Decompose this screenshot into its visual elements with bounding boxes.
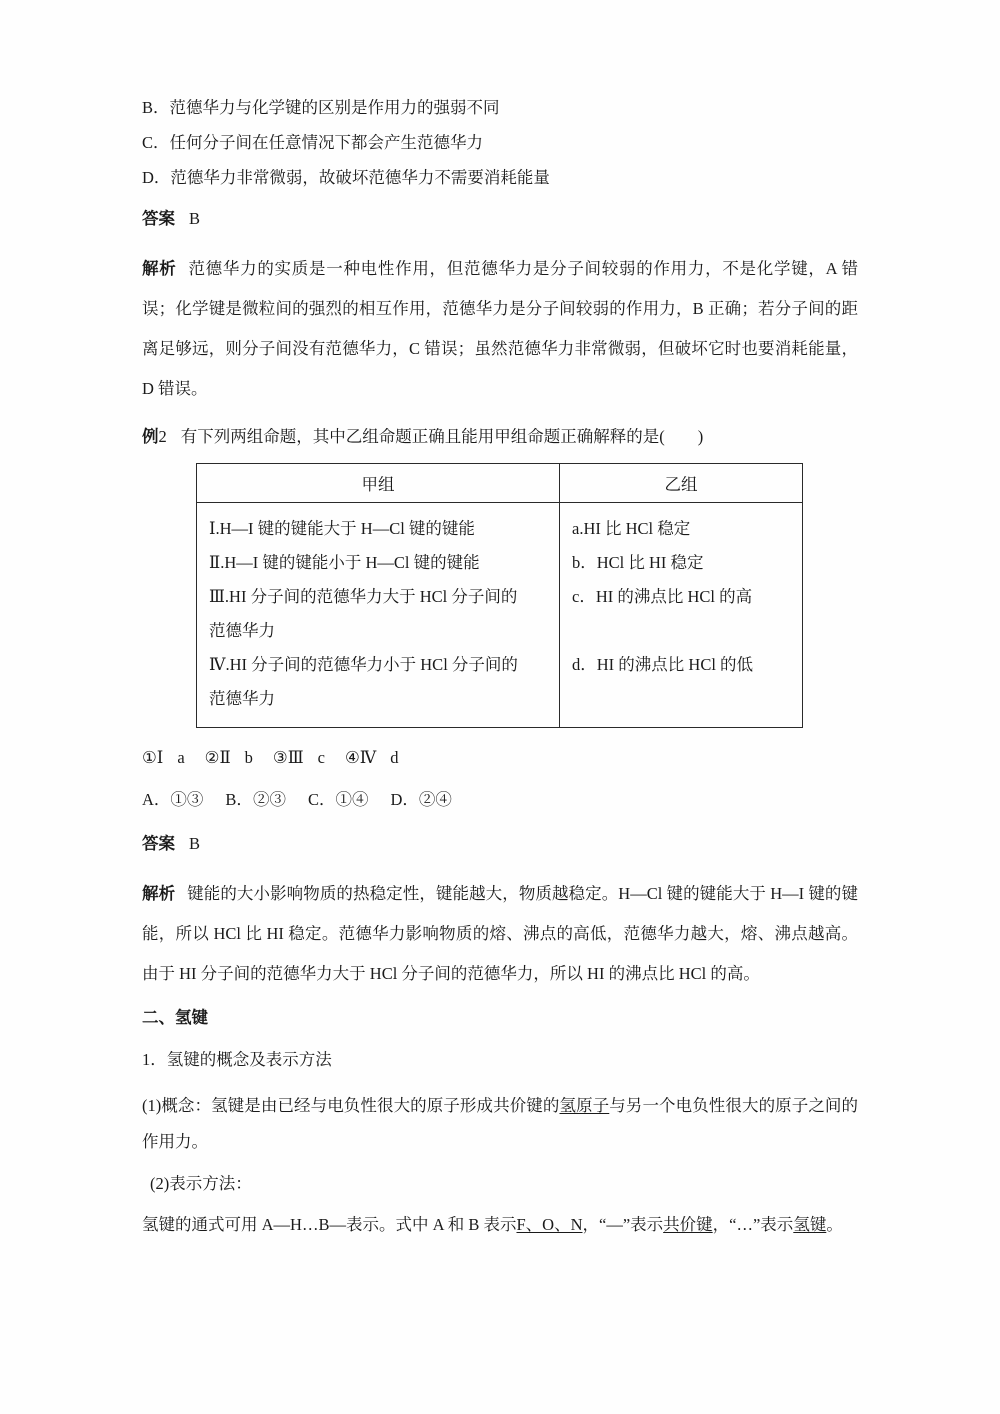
section-2-heading: 二、氢键 (142, 1008, 208, 1027)
list-item: Ⅳ.HI 分子间的范德华力小于 HCl 分子间的 (209, 655, 518, 674)
example-2-label: 例 (142, 427, 159, 446)
pairing-1-num: ① (142, 748, 157, 767)
list-item: b．HCl 比 HI 稳定 (572, 553, 704, 572)
list-item: Ⅰ.H—I 键的键能大于 H—Cl 键的键能 (209, 519, 475, 538)
pairings-row (142, 748, 858, 768)
pairing-2-roman: Ⅱ (219, 748, 231, 767)
method-part-1: 氢键的通式可用 A—H…B—表示。式中 A 和 B 表示 (142, 1215, 517, 1234)
method-underlined-hydrogen-bond: 氢键 (793, 1215, 827, 1234)
list-item: 范德华力 (209, 621, 275, 640)
choice-a (142, 790, 203, 809)
option-c (142, 135, 858, 152)
option-d-text: 范德华力非常微弱，故破坏范德华力不需要消耗能量 (170, 168, 550, 187)
list-item: c．HI 的沸点比 HCl 的高 (572, 587, 753, 606)
list-item: a.HI 比 HCl 稳定 (572, 519, 691, 538)
pairing-1 (142, 748, 185, 767)
analysis-1-text: 范德华力的实质是一种电性作用，但范德华力是分子间较弱的作用力，不是化学键，A 错误；化学键是微粒间的强烈的相互作用，范德华力是分子间较弱的作用力，B 正确；若分子间的距离足够远，则分子间没有范德华力，C 错误；虽然范德华力非常微弱，但破坏它时也要消耗能量，D 错误。 (142, 259, 858, 398)
option-b (142, 100, 858, 117)
concept-paragraph (142, 1088, 858, 1160)
method-label: (2)表示方法： (150, 1174, 252, 1193)
pairing-4-roman: Ⅳ (359, 748, 377, 767)
pairing-3 (273, 748, 325, 767)
choice-d-value: ②④ (418, 790, 452, 809)
example-2-number: 2 (158, 427, 167, 446)
method-part-4: 。 (826, 1215, 843, 1234)
option-d-label: D． (142, 168, 171, 187)
propositions-table (196, 463, 803, 728)
choice-b-value: ②③ (252, 790, 286, 809)
option-d (142, 170, 858, 187)
group-a-list (197, 503, 559, 727)
list-item: Ⅲ.HI 分子间的范德华力大于 HCl 分子间的 (209, 587, 518, 606)
example-2-heading (142, 423, 858, 447)
method-paragraph (142, 1208, 858, 1242)
table-header-group-a: 甲组 (197, 464, 560, 503)
answer-2-value: B (189, 834, 201, 853)
option-b-label: B． (142, 98, 170, 117)
concept-underlined-term: 氢原子 (559, 1096, 610, 1115)
page-content (142, 100, 858, 1248)
option-c-label: C． (142, 133, 170, 152)
choice-c-label: C． (307, 790, 336, 809)
pairing-1-letter: a (177, 748, 185, 767)
method-underlined-covalent-bond: 共价键 (663, 1215, 713, 1234)
pairing-3-roman: Ⅲ (287, 748, 304, 767)
analysis-2 (142, 874, 858, 994)
method-part-3: ，“…”表示 (712, 1215, 794, 1234)
analysis-1-label: 解析 (142, 259, 177, 278)
pairing-2-num: ② (204, 748, 220, 767)
answer-1-value: B (189, 209, 201, 228)
concept-prefix: (1)概念：氢键是由已经与电负性很大的原子形成共价键的 (142, 1096, 560, 1115)
choice-a-label: A． (142, 790, 171, 809)
choice-b (225, 790, 286, 809)
list-item: d．HI 的沸点比 HCl 的低 (572, 655, 754, 674)
list-item: Ⅱ.H—I 键的键能小于 H—Cl 键的键能 (209, 553, 480, 572)
table-header-group-b: 乙组 (560, 464, 803, 503)
pairing-2-letter: b (244, 748, 253, 767)
choice-c (308, 790, 369, 809)
table-cell-group-a (197, 503, 560, 728)
section-2-subheading: 1．氢键的概念及表示方法 (142, 1050, 332, 1069)
option-b-text: 范德华力与化学键的区别是作用力的强弱不同 (169, 98, 500, 117)
pairing-3-num: ③ (272, 748, 288, 767)
pairing-4-num: ④ (344, 748, 360, 767)
pairing-2 (205, 748, 253, 767)
pairing-4-letter: d (390, 748, 399, 767)
answer-1-label: 答案 (142, 209, 175, 228)
pairing-1-roman: Ⅰ (156, 748, 164, 767)
choice-d (390, 790, 451, 809)
concept-suffix: 与另一个电负性很大的原子之间的作用力。 (142, 1096, 859, 1151)
choice-d-label: D． (390, 790, 419, 809)
pairing-4 (345, 748, 399, 767)
choice-options-row (142, 786, 858, 810)
choice-b-label: B． (225, 790, 253, 809)
list-item-spacer (572, 614, 792, 648)
group-b-list (560, 503, 802, 693)
method-part-2: ，“—”表示 (582, 1215, 664, 1234)
option-c-text: 任何分子间在任意情况下都会产生范德华力 (169, 133, 484, 152)
propositions-table-wrapper (196, 463, 802, 728)
table-header-row (197, 464, 803, 503)
table-row (197, 503, 803, 728)
method-underlined-elements: F、O、N (516, 1215, 583, 1234)
answer-2 (142, 830, 858, 854)
choice-c-value: ①④ (335, 790, 369, 809)
analysis-2-text: 键能的大小影响物质的热稳定性，键能越大，物质越稳定。H—Cl 键的键能大于 H—I 键的键能，所以 HCl 比 HI 稳定。范德华力影响物质的熔、沸点的高低，范德华力越大，熔、沸点越高。由于 HI 分子间的范德华力大于 HCl 分子间的范德华力，所以 HI 的沸点比 HCl 的高。 (142, 884, 859, 983)
answer-2-label: 答案 (142, 834, 175, 853)
answer-1 (142, 205, 858, 229)
choice-a-value: ①③ (170, 790, 204, 809)
table-cell-group-b (560, 503, 803, 728)
list-item: 范德华力 (209, 689, 275, 708)
analysis-1 (142, 249, 858, 409)
analysis-2-label: 解析 (142, 884, 176, 903)
pairing-3-letter: c (317, 748, 325, 767)
example-2-text: 有下列两组命题，其中乙组命题正确且能用甲组命题正确解释的是( ) (180, 427, 704, 446)
